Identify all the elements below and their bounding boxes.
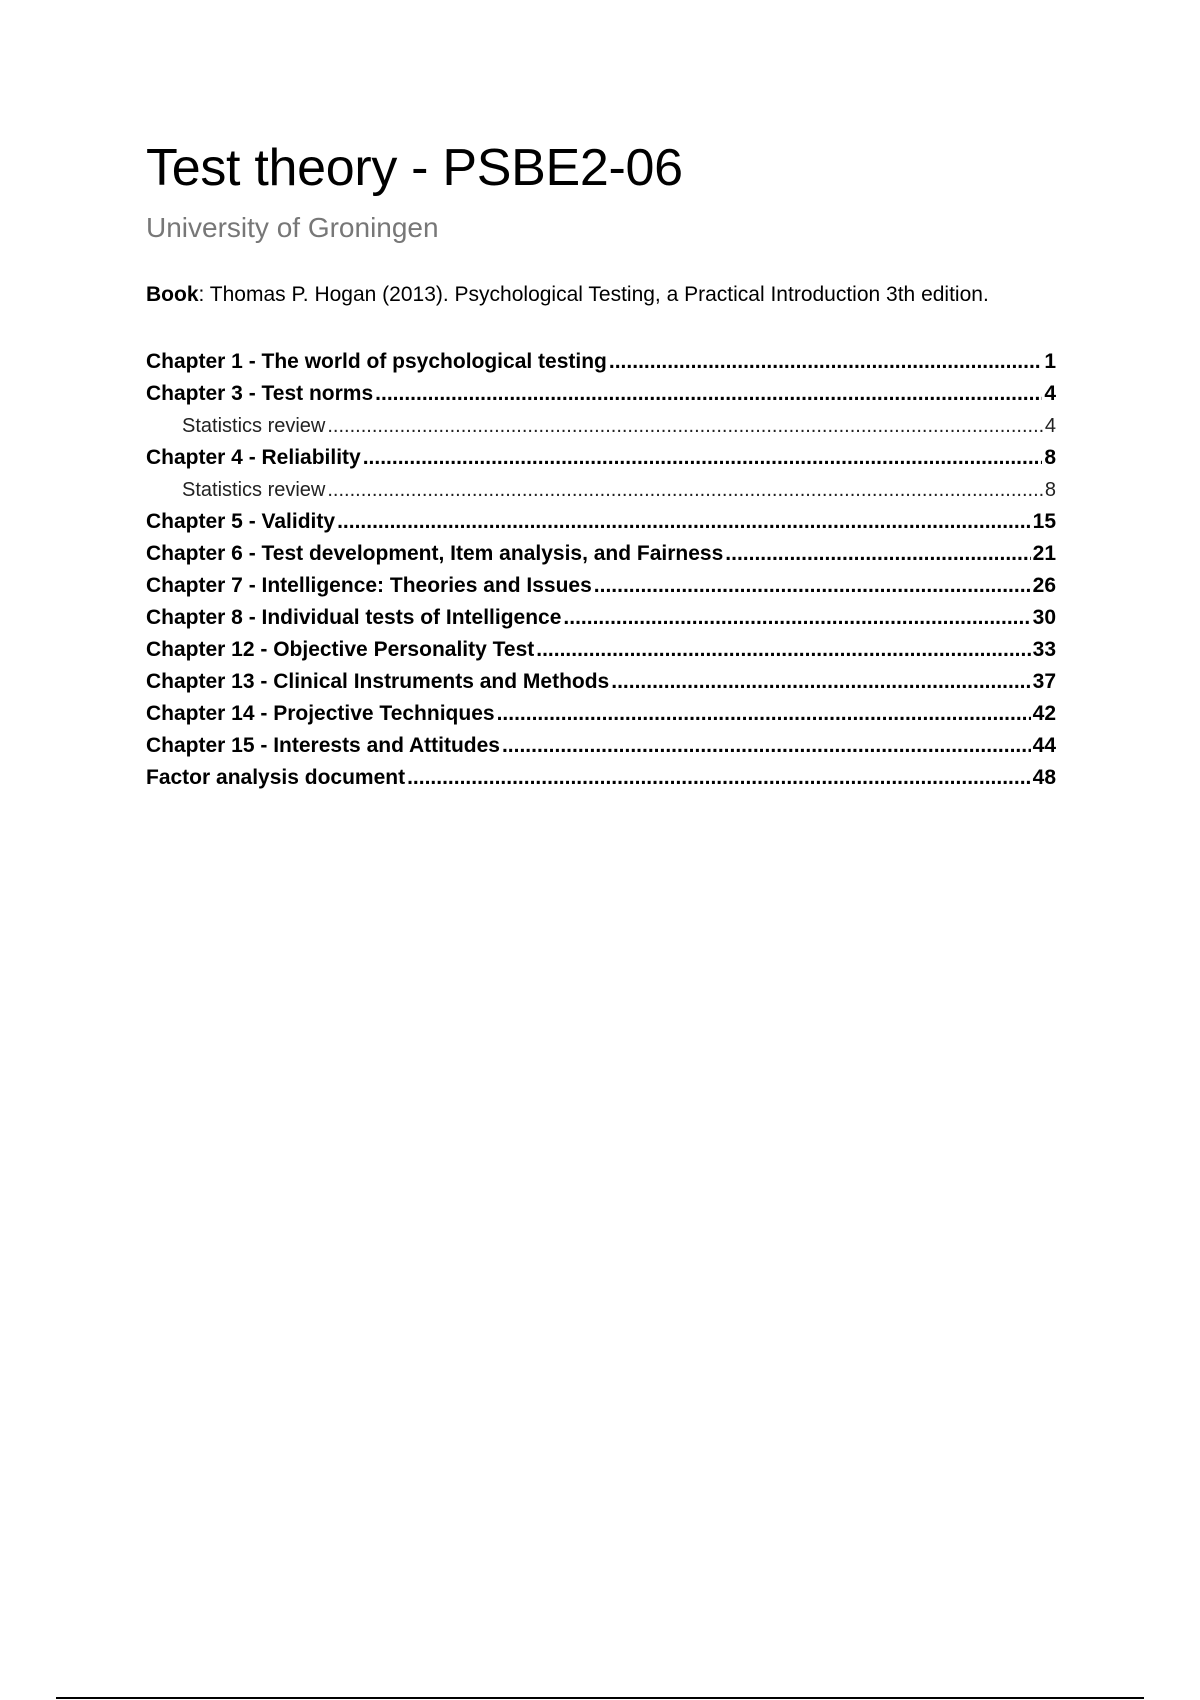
toc-dot-leader (363, 442, 1043, 474)
toc-dot-leader (502, 730, 1031, 762)
book-label: Book (146, 282, 199, 306)
document-title: Test theory - PSBE2-06 (146, 139, 683, 197)
toc-dot-leader (327, 474, 1043, 506)
toc-entry-title: Chapter 15 - Interests and Attitudes (146, 734, 500, 758)
toc-entry[interactable] (146, 762, 1056, 794)
document-subtitle: University of Groningen (146, 212, 439, 244)
toc-dot-leader (594, 570, 1031, 602)
toc-entry-title: Chapter 14 - Projective Techniques (146, 702, 495, 726)
toc-entry-title: Chapter 13 - Clinical Instruments and Methods (146, 670, 610, 694)
toc-entry[interactable] (146, 346, 1056, 378)
toc-entry[interactable] (146, 666, 1056, 698)
toc-entry[interactable] (146, 378, 1056, 410)
toc-entry[interactable] (146, 730, 1056, 762)
toc-entry-title: Statistics review (182, 415, 326, 438)
toc-entry-page-number: 42 (1032, 702, 1056, 726)
toc-entry-title: Statistics review (182, 479, 326, 502)
toc-entry-title: Chapter 6 - Test development, Item analysis, and Fairness (146, 542, 724, 566)
toc-dot-leader (497, 698, 1031, 730)
toc-entry-page-number: 33 (1032, 638, 1056, 662)
toc-entry[interactable] (146, 634, 1056, 666)
toc-entry-page-number: 26 (1032, 574, 1056, 598)
toc-entry-page-number: 48 (1032, 766, 1056, 790)
toc-entry-title: Chapter 8 - Individual tests of Intelligence (146, 606, 562, 630)
document-page (146, 140, 1056, 794)
toc-entry-title: Chapter 1 - The world of psychological testing (146, 350, 607, 374)
toc-entry-title: Chapter 12 - Objective Personality Test (146, 638, 535, 662)
toc-entry[interactable] (146, 442, 1056, 474)
toc-dot-leader (563, 602, 1030, 634)
toc-entry-page-number: 30 (1032, 606, 1056, 630)
toc-entry-page-number: 44 (1032, 734, 1056, 758)
toc-entry-page-number: 15 (1032, 510, 1056, 534)
toc-dot-leader (337, 506, 1031, 538)
toc-subentry[interactable] (146, 474, 1056, 506)
toc-dot-leader (536, 634, 1030, 666)
toc-entry-title: Factor analysis document (146, 766, 406, 790)
toc-dot-leader (609, 346, 1042, 378)
page-bottom-rule (56, 1697, 1144, 1699)
table-of-contents (146, 346, 1056, 794)
toc-entry-page-number: 21 (1032, 542, 1056, 566)
toc-entry-page-number: 8 (1044, 479, 1056, 502)
toc-entry-page-number: 8 (1044, 446, 1056, 470)
toc-entry-page-number: 1 (1044, 350, 1056, 374)
toc-entry-page-number: 4 (1044, 415, 1056, 438)
toc-entry-title: Chapter 4 - Reliability (146, 446, 361, 470)
toc-entry[interactable] (146, 602, 1056, 634)
toc-entry-page-number: 37 (1032, 670, 1056, 694)
toc-entry[interactable] (146, 506, 1056, 538)
book-citation: : Thomas P. Hogan (2013). Psychological Testing, a Practical Introduction 3th edition. (198, 282, 989, 306)
toc-entry[interactable] (146, 538, 1056, 570)
toc-entry-title: Chapter 3 - Test norms (146, 382, 374, 406)
toc-entry[interactable] (146, 698, 1056, 730)
toc-subentry[interactable] (146, 410, 1056, 442)
toc-entry-page-number: 4 (1044, 382, 1056, 406)
toc-dot-leader (375, 378, 1042, 410)
toc-dot-leader (327, 410, 1043, 442)
toc-dot-leader (725, 538, 1030, 570)
toc-entry[interactable] (146, 570, 1056, 602)
toc-dot-leader (407, 762, 1031, 794)
book-reference (146, 281, 1056, 308)
toc-entry-title: Chapter 7 - Intelligence: Theories and Issues (146, 574, 592, 598)
toc-dot-leader (611, 666, 1030, 698)
toc-entry-title: Chapter 5 - Validity (146, 510, 336, 534)
